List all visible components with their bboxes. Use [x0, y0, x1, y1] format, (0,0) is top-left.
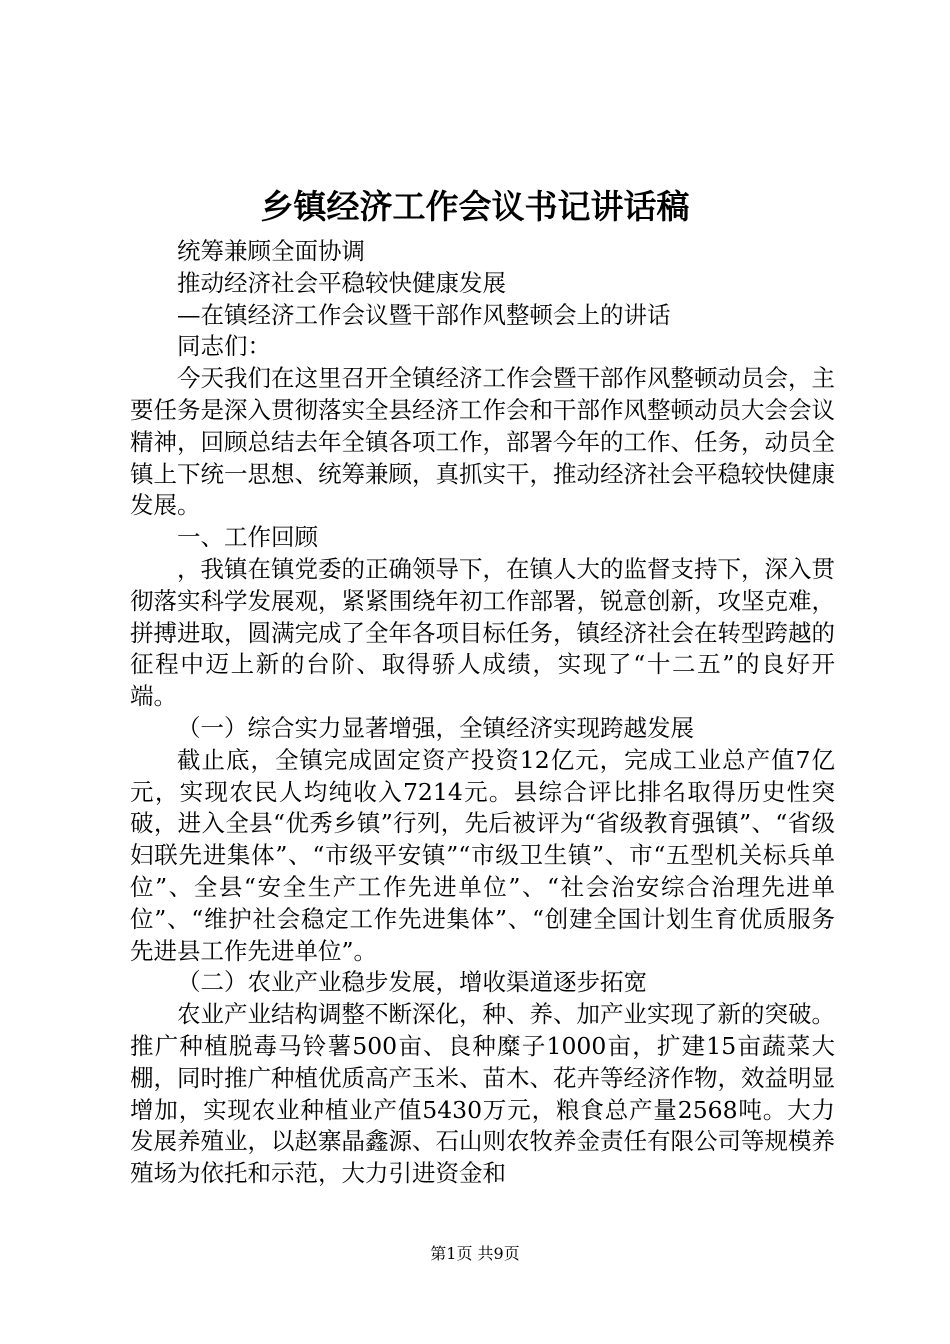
subtitle-line-2: 推动经济社会平稳较快健康发展: [177, 268, 506, 297]
paragraph-agriculture: 农业产业结构调整不断深化，种、养、加产业实现了新的突破。推广种植脱毒马铃薯500亩、良种糜子1000亩，扩建15亩蔬菜大棚，同时推广种植优质高产玉米、苗木、花卉等经济作物，效益明显增加，实现农业种植业产值5430万元，粮食总产量2568吨。大力发展养殖业，以赵寨晶鑫源、石山则农牧养金责任有限公司等规模养殖场为依托和示范，大力引进资金和: [130, 1000, 835, 1188]
subtitle-line-1: 统筹兼顾全面协调: [177, 237, 365, 265]
subsection-heading-1: （一）综合实力显著增强，全镇经济实现跨越发展: [177, 713, 694, 742]
salutation: 同志们：: [177, 332, 271, 361]
section-heading-review: 一、工作回顾: [177, 523, 318, 552]
document-body: [130, 236, 835, 1190]
subtitle-line-3: —在镇经济工作会议暨干部作风整顿会上的讲话: [177, 300, 671, 329]
document-title: 乡镇经济工作会议书记讲话稿: [260, 187, 690, 226]
paragraph-economy: 截止底，全镇完成固定资产投资12亿元，完成工业总产值7亿元，实现农民人均纯收入7214元。县综合评比排名取得历史性突破，进入全县“优秀乡镇”行列，先后被评为“省级教育强镇”、“省级妇联先进集体”、“市级平安镇”“市级卫生镇”、市“五型机关标兵单位”、全县“安全生产工作先进单位”、“社会治安综合治理先进单位”、“维护社会稳定工作先进集体”、“创建全国计划生育优质服务先进县工作先进单位”。: [130, 745, 835, 965]
paragraph-review: ，我镇在镇党委的正确领导下，在镇人大的监督支持下，深入贯彻落实科学发展观，紧紧围绕年初工作部署，锐意创新，攻坚克难，拼搏进取，圆满完成了全年各项目标任务，镇经济社会在转型跨越的征程中迈上新的台阶、取得骄人成绩，实现了“十二五”的良好开端。: [130, 554, 835, 711]
page-footer: 第1页 共9页: [430, 1244, 520, 1263]
subsection-heading-2: （二）农业产业稳步发展，增收渠道逐步拓宽: [177, 968, 647, 997]
paragraph-intro: 今天我们在这里召开全镇经济工作会暨干部作风整顿动员会，主要任务是深入贯彻落实全县经济工作会和干部作风整顿动员大会会议精神，回顾总结去年全镇各项工作，部署今年的工作、任务，动员全镇上下统一思想、统筹兼顾，真抓实干，推动经济社会平稳较快健康发展。: [130, 364, 835, 520]
